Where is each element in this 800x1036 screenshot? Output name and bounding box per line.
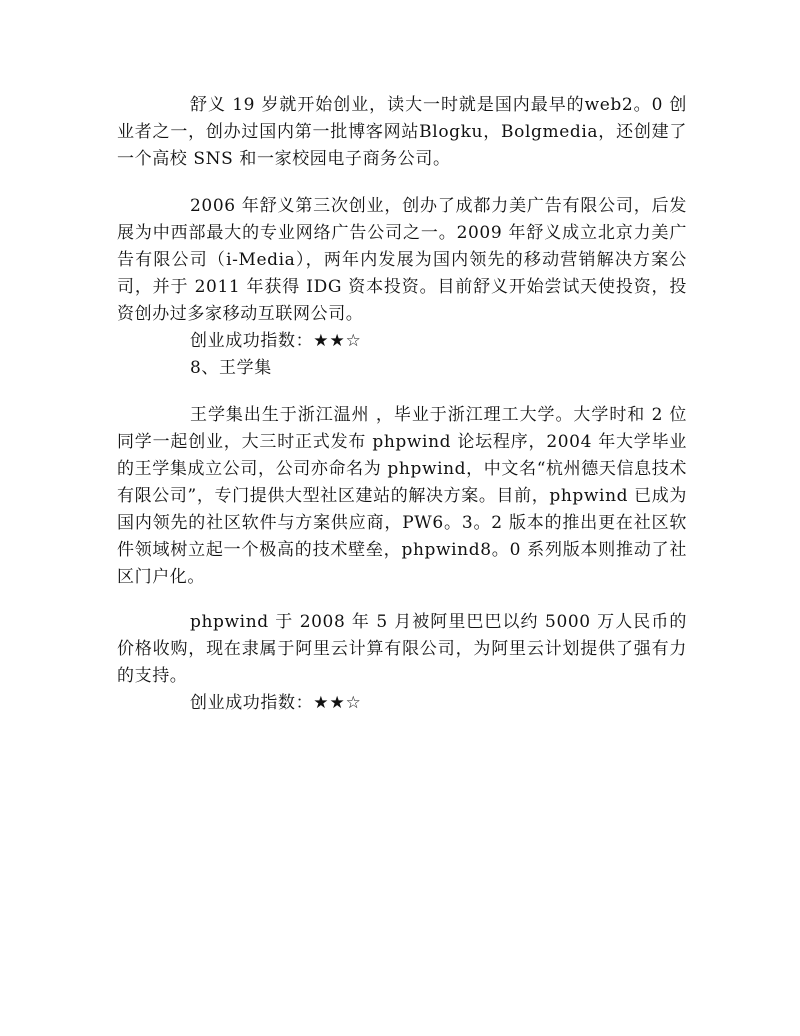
rating-label: 创业成功指数：	[190, 331, 314, 351]
paragraph-shuyi-intro: 舒义 19 岁就开始创业，读大一时就是国内最早的web2。0 创业者之一，创办过国内第一批博客网站Blogku，Bolgmedia，还创建了一个高校 SNS 和一家校园电子商务公司。	[117, 95, 687, 169]
rating-label: 创业成功指数：	[190, 693, 314, 713]
success-rating-wangxueji	[117, 690, 687, 717]
paragraph-wangxueji-intro: 王学集出生于浙江温州 ，毕业于浙江理工大学。大学时和 2 位同学一起创业，大三时正式发布 phpwind 论坛程序，2004 年大学毕业的王学集成立公司，公司亦命名为 phpwind，中文名“杭州德天信息技术有限公司”，专门提供大型社区建站的解决方案。目前，phpwind 已成为国内领先的社区软件与方案供应商，PW6。3。2 版本的推出更在社区软件领域树立起一个极高的技术壁垒，phpwind8。0 系列版本则推动了社区门户化。	[117, 405, 687, 587]
star-rating-icon: ★★☆	[313, 693, 362, 713]
paragraph-shuyi-career: 2006 年舒义第三次创业，创办了成都力美广告有限公司，后发展为中西部最大的专业网络广告公司之一。2009 年舒义成立北京力美广告有限公司（i-Media），两年内发展为国内领先的移动营销解决方案公司，并于 2011 年获得 IDG 资本投资。目前舒义开始尝试天使投资，投资创办过多家移动互联网公司。	[117, 196, 687, 324]
success-rating-shuyi	[117, 328, 687, 355]
section-heading-wangxueji: 8、王学集	[190, 358, 272, 378]
document-page	[117, 92, 687, 717]
star-rating-icon: ★★☆	[313, 331, 362, 351]
paragraph-wangxueji-acquisition: phpwind 于 2008 年 5 月被阿里巴巴以约 5000 万人民币的价格收购，现在隶属于阿里云计算有限公司，为阿里云计划提供了强有力的支持。	[117, 612, 687, 686]
